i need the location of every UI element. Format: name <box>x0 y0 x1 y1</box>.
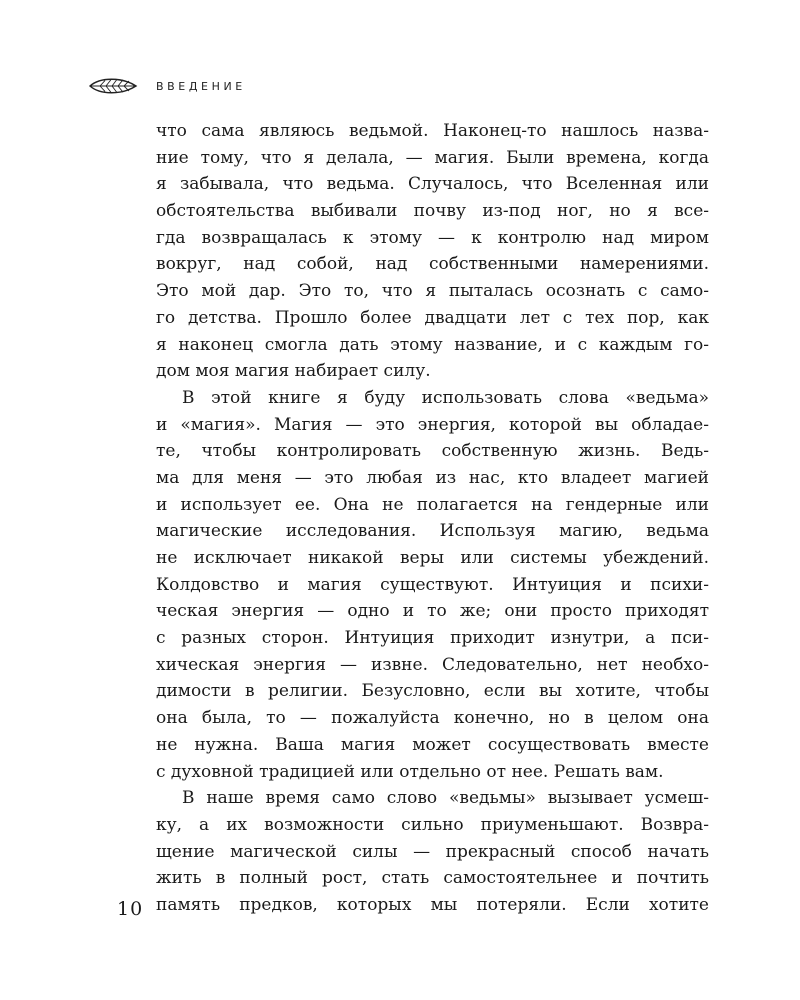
paragraph <box>156 785 709 918</box>
page-header <box>88 76 246 96</box>
text-line: ма для меня — это любая из нас, кто владеет магией <box>156 467 709 488</box>
text-line: хическая энергия — извне. Следовательно, нет необхо- <box>156 654 709 675</box>
paragraph <box>156 385 709 785</box>
text-line: щение магической силы — прекрасный способ начать <box>156 841 709 862</box>
text-line: я забывала, что ведьма. Случалось, что Вселенная или <box>156 174 709 195</box>
text-line: В наше время само слово «ведьмы» вызывает усмеш- <box>182 788 709 809</box>
text-line: обстоятельства выбивали почву из-под ног, но я все- <box>156 201 709 222</box>
text-line: го детства. Прошло более двадцати лет с тех пор, как <box>156 307 709 328</box>
text-line: что сама являюсь ведьмой. Наконец-то нашлось назва- <box>156 121 709 141</box>
text-line: жить в полный рост, стать самостоятельнее и почтить <box>156 868 709 889</box>
paragraph <box>156 118 709 385</box>
text-line: ческая энергия — одно и то же; они просто приходят <box>156 601 709 622</box>
text-line: Колдовство и магия существуют. Интуиция и психи- <box>156 574 709 595</box>
text-line: ние тому, что я делала, — магия. Были времена, когда <box>156 147 709 168</box>
page-number: 10 <box>117 898 144 920</box>
text-line: вокруг, над собой, над собственными намерениями. <box>156 254 709 275</box>
text-line: память предков, которых мы потеряли. Если хотите <box>156 894 709 915</box>
text-line: я наконец смогла дать этому название, и с каждым го- <box>156 334 709 355</box>
text-line: ку, а их возможности сильно приуменьшают. Возвра- <box>156 814 709 835</box>
text-line: не нужна. Ваша магия может сосуществовать вместе <box>156 734 709 755</box>
leaf-ornament-icon <box>88 76 138 96</box>
text-line: В этой книге я буду использовать слова «ведьма» <box>182 387 709 408</box>
text-line: те, чтобы контролировать собственную жизнь. Ведь- <box>156 441 709 462</box>
running-head: ВВЕДЕНИЕ <box>156 79 246 93</box>
text-line: Это мой дар. Это то, что я пыталась осознать с само- <box>156 281 709 302</box>
text-line: и «магия». Магия — это энергия, которой вы обладае- <box>156 414 709 435</box>
text-line: гда возвращалась к этому — к контролю над миром <box>156 227 709 248</box>
text-line: с разных сторон. Интуиция приходит изнутри, а пси- <box>156 628 709 649</box>
body-text <box>156 118 709 919</box>
text-line: она была, то — пожалуйста конечно, но в целом она <box>156 708 709 729</box>
text-line: с духовной традицией или отдельно от нее. Решать вам. <box>156 761 664 782</box>
text-line: дом моя магия набирает силу. <box>156 361 431 382</box>
text-line: и использует ее. Она не полагается на гендерные или <box>156 494 709 515</box>
text-line: димости в религии. Безусловно, если вы хотите, чтобы <box>156 681 709 702</box>
text-line: магические исследования. Используя магию, ведьма <box>156 521 709 542</box>
text-line: не исключает никакой веры или системы убеждений. <box>156 548 709 568</box>
